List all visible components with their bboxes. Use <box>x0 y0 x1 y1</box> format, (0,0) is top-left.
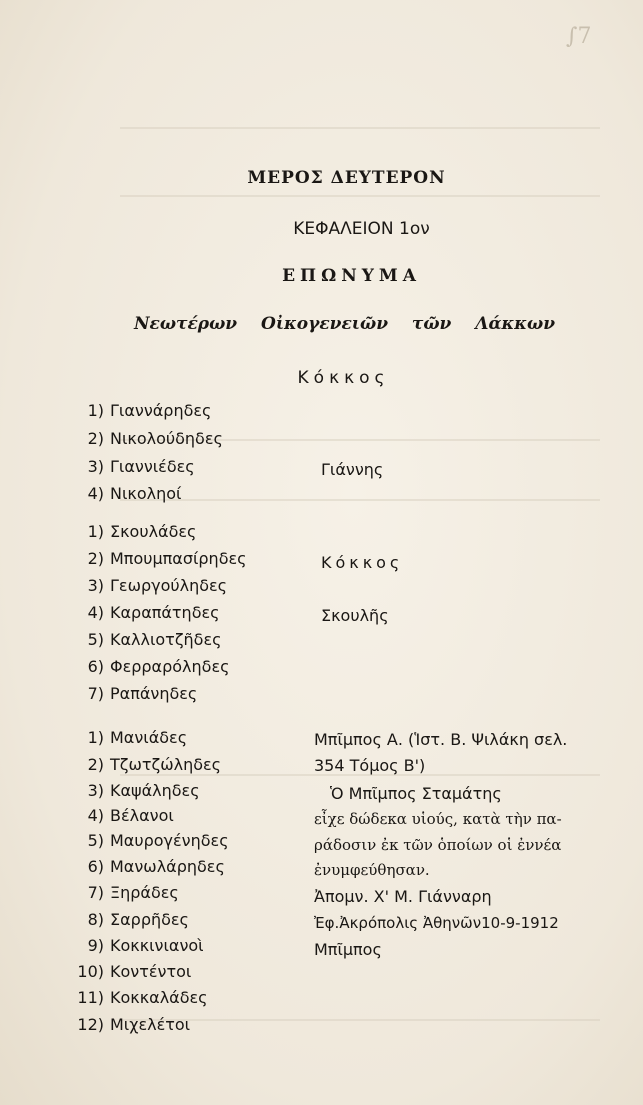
source-note-line: Ὁ Μπῖμπος Σταμάτης <box>330 784 502 803</box>
item-number: 2) <box>87 755 104 774</box>
chapter-heading: ΚΕΦΑΛΕΙΟΝ 1ον <box>293 219 430 239</box>
surname: Καλλιοτζῆδες <box>110 630 222 649</box>
item-number: 8) <box>87 910 104 929</box>
list-item <box>58 603 220 627</box>
section-heading: ΕΠΩΝΥΜΑ <box>282 266 421 286</box>
list-item <box>58 936 204 960</box>
family-heading: Κόκκος <box>297 368 390 388</box>
surname: Ραπάνηδες <box>110 684 198 703</box>
surname: Μπουμπασίρηδες <box>110 549 247 568</box>
surname: Κοκκινιανοὶ <box>110 936 204 955</box>
part-title: ΜΕΡΟΣ ΔΕΥΤΕΡΟΝ <box>247 168 446 188</box>
list-item <box>58 630 222 654</box>
item-number: 4) <box>87 806 104 825</box>
source-note-line: Μπῖμπος <box>314 940 382 959</box>
surname: Κοκκαλάδες <box>110 988 208 1007</box>
item-number: 1) <box>87 728 104 747</box>
list-item <box>58 806 174 830</box>
item-number: 10) <box>77 962 104 981</box>
ancestor-label: Κόκκος <box>321 553 404 572</box>
section-subtitle: Νεωτέρων Οἰκογενειῶν τῶν Λάκκων <box>133 314 556 334</box>
surname: Μανωλάρηδες <box>110 857 225 876</box>
ancestor-label: Σκουλῆς <box>321 606 389 625</box>
surname: Γιαννιέδες <box>110 457 195 476</box>
list-item <box>58 684 198 708</box>
surname: Νικοληοί <box>110 484 182 503</box>
source-note-line: 354 Τόμος Β') <box>314 756 426 775</box>
item-number: 11) <box>77 988 104 1007</box>
item-number: 6) <box>87 657 104 676</box>
surname: Καραπάτηδες <box>110 603 220 622</box>
item-number: 4) <box>87 484 104 503</box>
item-number: 9) <box>87 936 104 955</box>
list-item <box>58 549 247 573</box>
source-note-line: Ἀπομν. Χ' Μ. Γιάνναρη <box>314 887 492 906</box>
list-item <box>58 576 228 600</box>
list-item <box>58 962 192 986</box>
surname: Μαυρογένηδες <box>110 831 229 850</box>
list-item <box>58 484 182 508</box>
surname: Μιχελέτοι <box>110 1015 191 1034</box>
surname: Ξηράδες <box>110 883 179 902</box>
item-number: 7) <box>87 883 104 902</box>
item-number: 7) <box>87 684 104 703</box>
item-number: 2) <box>87 429 104 448</box>
corner-page-mark: ∫7 <box>566 24 592 49</box>
list-item <box>58 522 197 546</box>
list-item <box>58 1015 191 1039</box>
item-number: 5) <box>87 831 104 850</box>
item-number: 12) <box>77 1015 104 1034</box>
source-note-line: ἐνυμφεύθησαν. <box>314 861 430 879</box>
list-item <box>58 988 208 1012</box>
source-note-line: Ἐφ.Ἀκρόπολις Ἀθηνῶν10-9-1912 <box>314 914 559 932</box>
surname: Βέλανοι <box>110 806 174 825</box>
item-number: 5) <box>87 630 104 649</box>
list-item <box>58 457 195 481</box>
ancestor-label: Γιάννης <box>321 460 384 479</box>
list-item <box>58 657 230 681</box>
list-item <box>58 401 212 425</box>
surname: Μανιάδες <box>110 728 188 747</box>
surname: Κοντέντοι <box>110 962 192 981</box>
list-item <box>58 831 229 855</box>
item-number: 6) <box>87 857 104 876</box>
item-number: 3) <box>87 576 104 595</box>
item-number: 1) <box>87 522 104 541</box>
item-number: 3) <box>87 457 104 476</box>
list-item <box>58 781 200 805</box>
surname: Τζωτζώληδες <box>110 755 222 774</box>
item-number: 1) <box>87 401 104 420</box>
list-item <box>58 857 225 881</box>
surname: Γεωργούληδες <box>110 576 228 595</box>
list-item <box>58 728 188 752</box>
list-item <box>58 883 179 907</box>
source-note-line: Μπῖμπος Α. (Ἱστ. Β. Ψιλάκη σελ. <box>314 730 568 749</box>
source-note-line: ράδοσιν ἐκ τῶν ὁποίων οἱ ἐννέα <box>314 836 562 854</box>
surname: Σκουλάδες <box>110 522 197 541</box>
source-note-line: εἶχε δώδεκα υἱούς, κατὰ τὴν πα- <box>314 810 562 828</box>
surname: Φερραρόληδες <box>110 657 230 676</box>
surname: Καψάληδες <box>110 781 200 800</box>
surname: Σαρρῆδες <box>110 910 189 929</box>
item-number: 3) <box>87 781 104 800</box>
list-item <box>58 755 222 779</box>
item-number: 4) <box>87 603 104 622</box>
item-number: 2) <box>87 549 104 568</box>
surname: Γιαννάρηδες <box>110 401 212 420</box>
list-item <box>58 910 189 934</box>
list-item <box>58 429 223 453</box>
surname: Νικολούδηδες <box>110 429 223 448</box>
